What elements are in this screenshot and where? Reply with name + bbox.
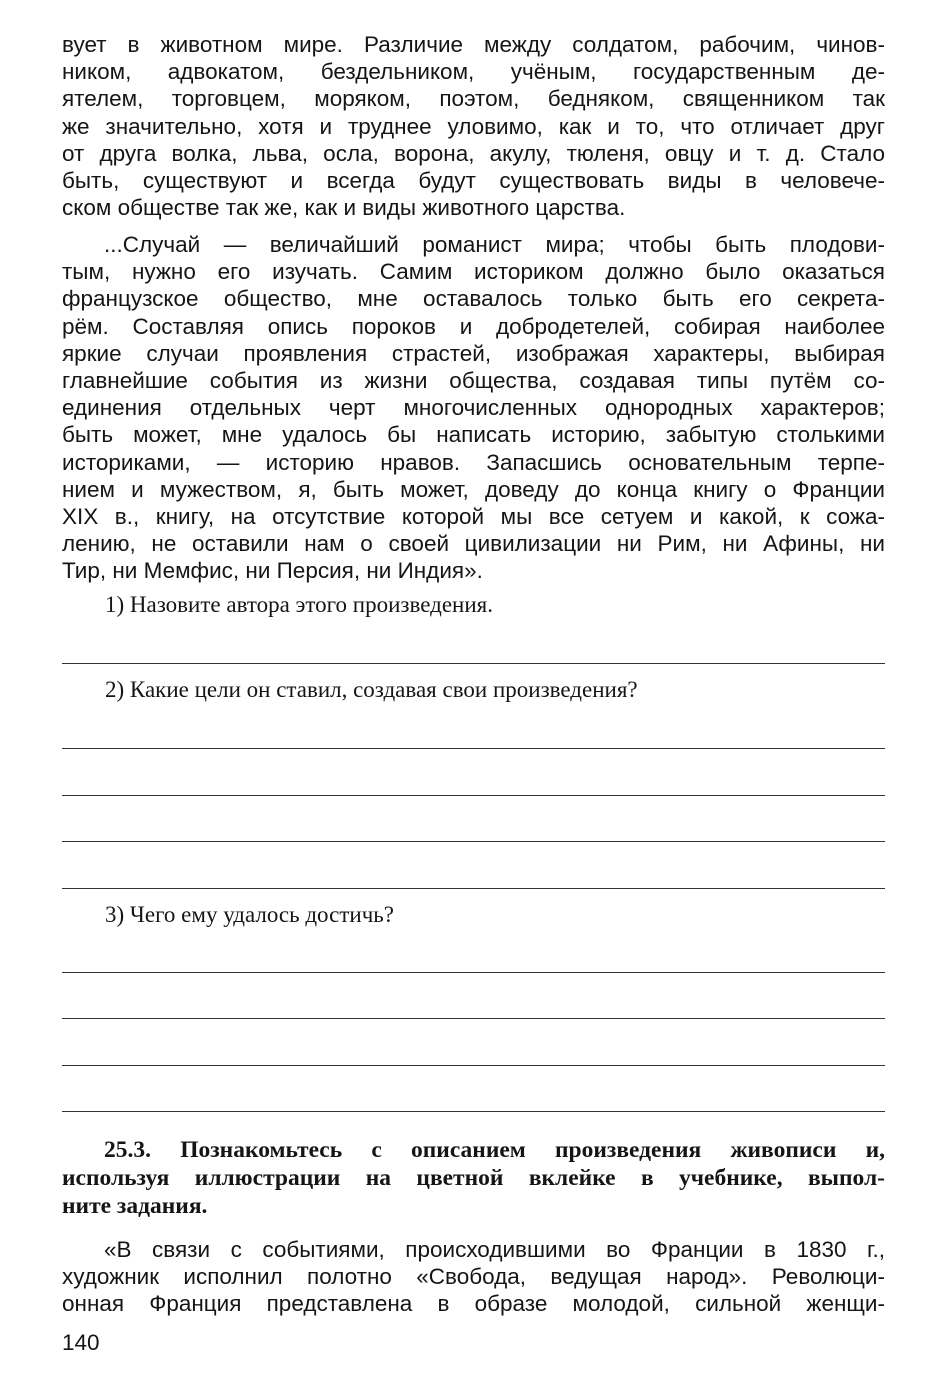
text-line: же значительно, хотя и труднее уловимо, как и то, что отличает друг bbox=[62, 113, 885, 139]
text-line: ском обществе так же, как и виды животного царства. bbox=[62, 195, 626, 221]
page-number: 140 bbox=[62, 1330, 100, 1355]
text-line: единения отдельных черт многочисленных однородных характеров; bbox=[62, 395, 885, 421]
text-line: главнейшие события из жизни общества, создавая типы путём со- bbox=[62, 367, 885, 393]
text-line: лению, не оставили нам о своей цивилизации ни Рим, ни Афины, ни bbox=[62, 531, 885, 557]
text-line: ником, адвокатом, бездельником, учёным, государственным де- bbox=[62, 59, 885, 85]
task-heading bbox=[62, 1136, 885, 1220]
text-line: ...Случай — величайший романист мира; чтобы быть плодови- bbox=[104, 232, 885, 257]
text-line: от друга волка, льва, осла, ворона, акулу, тюленя, овцу и т. д. Стало bbox=[62, 140, 885, 166]
text-line: французское общество, мне оставалось только быть его секрета- bbox=[62, 286, 885, 312]
text-line: яркие случаи проявления страстей, изображая характеры, выбирая bbox=[62, 340, 885, 366]
answer-line[interactable] bbox=[62, 748, 885, 749]
paragraph-3 bbox=[62, 1236, 885, 1318]
answer-line[interactable] bbox=[62, 1065, 885, 1066]
text-line: XIX в., книгу, на отсутствие которой мы все сетуем и какой, к сожа- bbox=[62, 503, 885, 529]
answer-line[interactable] bbox=[62, 1111, 885, 1112]
answer-line[interactable] bbox=[62, 663, 885, 664]
text-line: художник исполнил полотно «Свобода, ведущая народ». Революци- bbox=[62, 1264, 885, 1290]
text-line: нием и мужеством, я, быть может, доведу до конца книгу о Франции bbox=[62, 476, 885, 502]
text-line: тым, нужно его изучать. Самим историком должно было оказаться bbox=[62, 259, 885, 285]
paragraph-2 bbox=[62, 231, 885, 584]
heading-line: ните задания. bbox=[62, 1193, 208, 1219]
answer-line[interactable] bbox=[62, 1018, 885, 1019]
heading-line: используя иллюстрации на цветной вклейке в учебнике, выпол- bbox=[62, 1165, 885, 1191]
text-line: историками, — историю нравов. Запасшись основательным терпе- bbox=[62, 449, 885, 475]
text-line: онная Франция представлена в образе молодой, сильной женщи- bbox=[62, 1291, 885, 1317]
answer-line[interactable] bbox=[62, 841, 885, 842]
answer-line[interactable] bbox=[62, 888, 885, 889]
question-3: 3) Чего ему удалось достичь? bbox=[105, 902, 394, 927]
text-line: быть может, мне удалось бы написать историю, забытую столькими bbox=[62, 422, 885, 448]
question-2: 2) Какие цели он ставил, создавая свои произведения? bbox=[105, 677, 638, 702]
answer-line[interactable] bbox=[62, 972, 885, 973]
heading-line: 25.3. Познакомьтесь с описанием произведения живописи и, bbox=[104, 1137, 885, 1163]
text-line: «В связи с событиями, происходившими во Франции в 1830 г., bbox=[104, 1237, 885, 1262]
paragraph-1 bbox=[62, 31, 885, 221]
text-line: быть, существуют и всегда будут существовать виды в человече- bbox=[62, 167, 885, 193]
text-line: вует в животном мире. Различие между солдатом, рабочим, чинов- bbox=[62, 32, 885, 57]
text-line: ятелем, торговцем, моряком, поэтом, бедняком, священником так bbox=[62, 86, 885, 112]
question-1: 1) Назовите автора этого произведения. bbox=[105, 592, 493, 617]
text-line: рём. Составляя опись пороков и добродетелей, собирая наиболее bbox=[62, 313, 885, 339]
text-line: Тир, ни Мемфис, ни Персия, ни Индия». bbox=[62, 558, 483, 584]
answer-line[interactable] bbox=[62, 795, 885, 796]
